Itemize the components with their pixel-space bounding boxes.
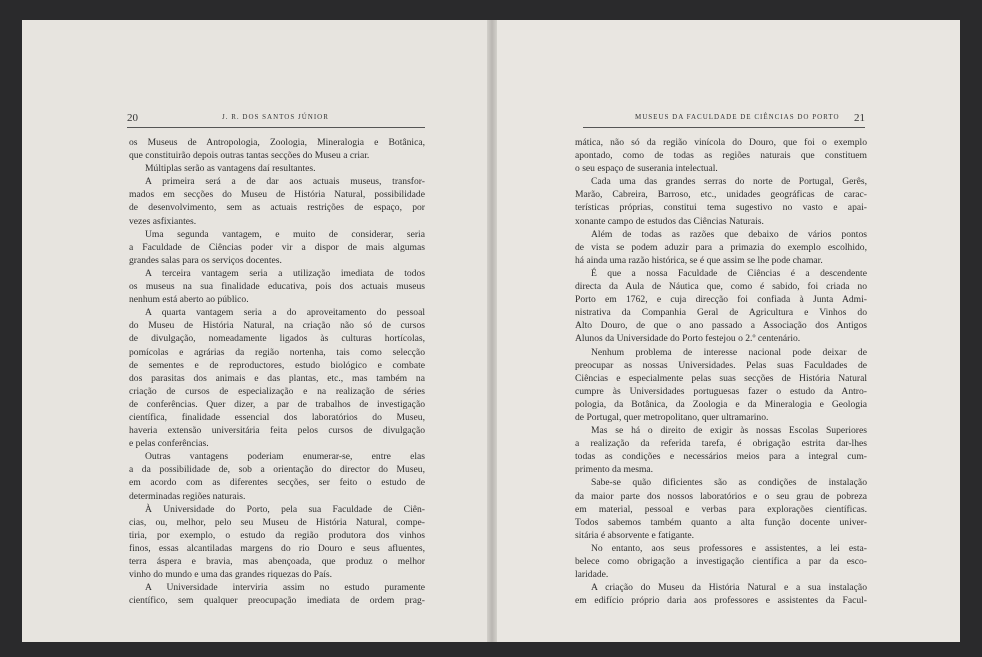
text-line: Nenhum problema de interesse nacional pode deixar de	[591, 346, 867, 358]
text-line: grandes salas para os serviços docentes.	[129, 254, 282, 266]
text-line: do Museu de História Natural, na criação não só de cursos	[129, 320, 425, 332]
text-line: A primeira será a de dar aos actuais museus, transfor-	[145, 176, 425, 188]
text-line: Outras vantagens poderiam enumerar-se, entre elas	[145, 451, 425, 463]
text-line: da maior parte dos nossos laboratórios e o seu grau de pobreza	[575, 490, 867, 502]
text-line: directa da Aula de Náutica que, como é sabido, foi criada no	[575, 281, 867, 293]
text-line: os Museus de Antropologia, Zoologia, Mineralogia e Botânica,	[129, 137, 425, 148]
page-number: 20	[127, 112, 138, 124]
text-line: primento da mesma.	[575, 464, 654, 476]
text-line: e pelas conferências.	[129, 438, 209, 450]
running-head: MUSEUS DA FACULDADE DE CIÊNCIAS DO PORTO	[635, 113, 840, 121]
text-line: haveria extensão universitária feita pelos cursos de divulgação	[129, 425, 425, 437]
text-line: há ainda uma razão histórica, se é que assim se lhe pode chamar.	[575, 254, 823, 266]
text-line: Alto Douro, de que o ano passado a Associação dos Antigos	[575, 320, 867, 332]
text-line: A Universidade interviria assim no estudo puramente	[145, 582, 425, 594]
text-line: cumpre às Universidades portuguesas fazer o estudo da Antro-	[575, 385, 867, 397]
text-line: vinho do mundo e uma das grandes riquezas do País.	[129, 569, 333, 581]
right-page	[493, 20, 960, 642]
text-line: xonante campo de estudos das Ciências Naturais.	[575, 215, 764, 227]
text-line: É que a nossa Faculdade de Ciências é a descendente	[591, 267, 867, 279]
text-line: Mas se há o direito de exigir às nossas Escolas Superiores	[591, 425, 867, 437]
text-line: de sementes e de reproductores, estudo biológico e combate	[129, 359, 425, 371]
text-line: cias, ou, melhor, pelo seu Museu de História Natural, compe-	[129, 516, 425, 528]
page-number: 21	[854, 112, 865, 124]
text-line: em material, pessoal e verbas para explorações científicas.	[575, 503, 867, 515]
text-line: A quarta vantagem seria a do aproveitamento do pessoal	[145, 307, 425, 319]
text-line: A criação do Museu da História Natural e a sua instalação	[591, 582, 867, 594]
text-line: pologia, da Botânica, da Zoologia e da Mineralogia e Geologia	[575, 398, 867, 410]
text-line: Todos sabemos também quanto a alta função docente univer-	[575, 516, 867, 528]
text-line: Porto em 1762, e cuja direcção foi confiada à Junta Admi-	[575, 294, 867, 306]
book-gutter	[487, 20, 497, 642]
text-line: No entanto, aos seus professores e assistentes, a lei esta-	[591, 542, 867, 554]
text-line: Alunos da Universidade do Porto festejou o 2.º centenário.	[575, 333, 801, 345]
text-line: terísticas próprias, constitui tema sugestivo no vasto e apai-	[575, 202, 867, 214]
text-line: apontado, como de todas as regiões naturais que constituem	[575, 150, 867, 162]
text-line: a Faculdade de Ciências poder vir a dispor de mais algumas	[129, 241, 425, 253]
text-line: À Universidade do Porto, pela sua Faculdade de Ciên-	[145, 503, 425, 515]
text-line: que constituirão depois outras tantas secções do Museu a criar.	[129, 150, 370, 162]
text-line: científica, finalidade essencial dos laboratórios do Museu,	[129, 411, 425, 423]
text-line: tiria, por exemplo, o estudo da região produtora dos vinhos	[129, 529, 425, 541]
text-line: pomícolas e agrárias da região nortenha, tais como selecção	[129, 346, 425, 358]
text-line: mados em secções do Museu de História Natural, possibilidade	[129, 189, 425, 201]
left-page-header	[127, 112, 425, 128]
text-line: laridade.	[575, 569, 609, 581]
text-line: de divulgação, nomeadamente ligados às culturas hortícolas,	[129, 333, 425, 345]
text-line: nenhum está aberto ao público.	[129, 294, 249, 306]
right-page-header	[583, 112, 865, 128]
left-page-text	[129, 136, 425, 607]
text-line: Marão, Cabreira, Barroso, etc., unidades geográficas de carac-	[575, 189, 867, 201]
text-line: terra áspera e bravia, mas abençoada, que produz o melhor	[129, 556, 425, 567]
running-head: J. R. DOS SANTOS JÚNIOR	[222, 113, 329, 121]
text-line: o seu espaço de suserania intelectual.	[575, 163, 718, 175]
text-line: nistrativa da Companhia Geral de Agricultura e Vinhos do	[575, 307, 867, 319]
text-line: finos, essas alcantiladas margens do rio Douro e seus afluentes,	[129, 542, 425, 554]
text-line: de conferências. Quer dizer, a par de trabalhos de investigação	[129, 398, 425, 410]
text-line: dos parasitas dos animais e das plantas, etc., mas também na	[129, 372, 425, 384]
text-line: em acordo com as diferentes secções, ser feito o estudo de	[129, 477, 425, 489]
text-line: Além de todas as razões que debaixo de vários pontos	[591, 228, 867, 240]
left-page	[22, 20, 491, 642]
text-line: sitária é absorvente e fatigante.	[575, 529, 695, 541]
text-line: vezes asfixiantes.	[129, 215, 197, 227]
text-line: a da possibilidade de, sob a orientação do director do Museu,	[129, 464, 425, 476]
right-page-text	[575, 136, 867, 607]
text-line: A terceira vantagem seria a utilização imediata de todos	[145, 267, 425, 279]
text-line: Múltiplas serão as vantagens daí resultantes.	[145, 163, 316, 175]
text-line: preocupar as nossas Universidades. Pelas suas Faculdades de	[575, 359, 867, 371]
text-line: os museus na sua finalidade educativa, pois dos actuais museus	[129, 281, 425, 293]
text-line: Cada uma das grandes serras do norte de Portugal, Gerês,	[591, 176, 867, 188]
text-line: belece como obrigação a investigação científica a par da esco-	[575, 556, 867, 567]
text-line: criação de cursos de especialização e na realização de séries	[129, 385, 425, 397]
text-line: de Portugal, quer metropolitano, quer ultramarino.	[575, 411, 769, 423]
text-line: a realização da referida tarefa, é obrigação estrita dar-lhes	[575, 438, 867, 450]
text-line: de vista se podem aduzir para a primazia do exemplo escolhido,	[575, 241, 867, 253]
text-line: de desenvolvimento, sem as actuais restrições de espaço, por	[129, 202, 425, 214]
text-line: em edifício próprio daria aos professores e assistentes da Facul-	[575, 595, 867, 607]
text-line: mática, não só da região vinícola do Douro, que foi o exemplo	[575, 137, 867, 148]
text-line: científico, sem qualquer preocupação imediata de ordem prag-	[129, 595, 425, 607]
text-line: determinadas regiões naturais.	[129, 490, 246, 502]
text-line: Ciências e especialmente pelas suas secções de História Natural	[575, 372, 867, 384]
text-line: Sabe-se quão dificientes são as condições de instalação	[591, 477, 867, 489]
text-line: Uma segunda vantagem, e muito de considerar, seria	[145, 228, 425, 240]
text-line: todas as condições e necessários meios para a integral cum-	[575, 451, 867, 463]
